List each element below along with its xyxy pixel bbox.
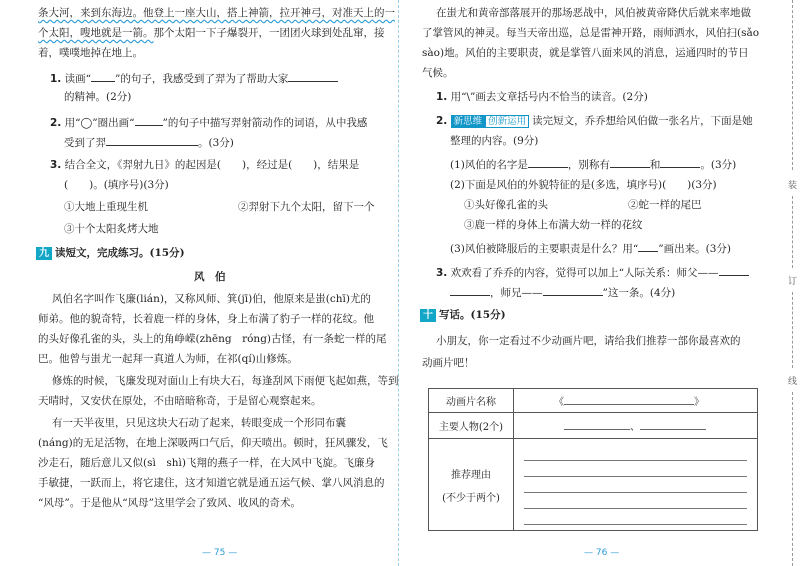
writing-line[interactable] — [524, 445, 747, 461]
subquestion-1: (1)风伯的名字是 ，别称有 和 。(3分) — [450, 156, 736, 172]
option: ①头好像孔雀的头 — [464, 199, 548, 211]
section-heading: 九 读短文，完成练习。(15分) — [36, 246, 185, 260]
story-line: 修炼的时候，飞廉发现对面山上有块大石，每逢刮风下雨便飞起如燕，等到 — [52, 375, 399, 387]
answer-blank[interactable] — [610, 156, 650, 168]
page-number: — 75 — — [202, 548, 238, 558]
answer-blank[interactable] — [91, 70, 115, 82]
answer-blank[interactable] — [106, 134, 198, 146]
binding-label: 订 — [788, 277, 798, 287]
story-line: 巴。他曾与蚩尤一起拜一真道人为师，在祁(qí)山修炼。 — [38, 353, 298, 365]
intro-line: sào)地。风伯的主要职责，就是掌管八面来风的消息，运通四时的节日 — [422, 47, 749, 59]
movie-name-cell[interactable]: 《 》 — [514, 389, 758, 413]
answer-blank[interactable] — [135, 114, 163, 126]
recommendation-table — [428, 388, 758, 531]
reason-cell[interactable] — [514, 439, 758, 531]
movie-name-input[interactable] — [564, 393, 694, 405]
story-title: 风 伯 — [194, 271, 226, 283]
writing-line[interactable] — [524, 509, 747, 525]
answer-blank[interactable] — [660, 156, 700, 168]
page-divider — [398, 0, 400, 566]
story-line: 沙走石，随后意儿又似(sì shì)飞翔的燕子一样，在大风中飞旋。飞廉身 — [38, 457, 375, 469]
answer-blank[interactable] — [543, 284, 603, 296]
story-line: 有一天半夜里，只见这块大石动了起来，转眼变成一个形同布囊 — [52, 417, 346, 429]
section-badge: 九 — [36, 247, 52, 260]
underlined-sentence: 条大河，来到东海边。他登上一座大山，搭上神箭，拉开神弓，对准天上的一 — [38, 7, 395, 19]
question-1: 1. 用“\”画去文章括号内不恰当的读音。(2分) — [436, 91, 648, 103]
binding-dash-line — [792, 292, 793, 368]
writing-line[interactable] — [524, 493, 747, 509]
story-line: 手敏捷，一跃而上，将它逮住，这才知道它就是通五运气候、掌八风消息的 — [38, 477, 385, 489]
answer-blank[interactable] — [528, 156, 568, 168]
question-1: 1. 读画“ ”的句子，我感受到了羿为了帮助大家 — [50, 70, 338, 86]
page-number: — 76 — — [584, 548, 620, 558]
story-line: (náng)的无足活物，在地上深吸两口气后，仰天喷出。顿时，狂风骤发，飞 — [38, 437, 388, 449]
binding-dash-line — [792, 392, 793, 566]
answer-blank[interactable] — [288, 70, 338, 82]
binding-label: 装 — [788, 181, 798, 191]
passage-line: 着，噗噗地掉在地上。 — [38, 47, 143, 59]
passage-line: 个太阳，嗖地就是一箭。那个太阳一下子爆裂开，一团团火球到处乱窜，接 — [38, 27, 385, 39]
creative-use-tag: 创新运用 — [485, 115, 529, 128]
option: ②羿射下九个太阳，留下一个 — [238, 201, 375, 213]
reason-sublabel: (不少于两个) — [442, 492, 500, 504]
movie-name-label: 动画片名称 — [429, 389, 514, 413]
story-line: “风母”。于是他从“风母”这里学会了致风、收风的奇术。 — [38, 497, 301, 509]
new-thinking-tag: 新思维 — [451, 115, 486, 128]
story-line: 风伯名字叫作飞廉(lián)，又称风师、箕(jī)伯，他原来是蚩(chī)尤的 — [52, 293, 371, 305]
option: ③十个太阳炙烤大地 — [64, 223, 159, 235]
writing-intro: 动画片吧！ — [422, 357, 475, 369]
character-input[interactable] — [564, 418, 630, 430]
story-line: 师弟。他的貌奇特，长着鹿一样的身体，身上布满了豹子一样的花纹。他 — [38, 313, 374, 325]
right-page: 在蚩尤和黄帝部落展开的那场恶战中，风伯被黄帝降伏后就来率地做 了掌管风的神灵。每当天帝出巡，总是雷神开路，雨师洒水，风伯扫(sǎo sào)地。风伯的主要职责，就是掌管八面来风的消息，运通四时的节日 气候。 1. 用“\”画去文章括号内不恰当的读音。(2分) 2. 新思维 创新运用 读完短文，乔乔想给风伯做一张名片，下面是她 整理的内容。(9分) (1)风伯的名字是 ，别称有 和 。(3分) (2)下面是风伯的外貌特征的是(多选，填序号)( )(3分) ①头好像孔雀的头 ②蛇一样的尾巴 ③鹿一样的身体上布满大幼一样的花纹 (3)风伯被降服后的主要职责是什么？用“ ”画出来。(3分) 3. 欢欢看了乔乔的内容，觉得可以加上“人际关系：师父—— ，师兄—— ”这一条。(4分) 十 写话。(15分) 小朋友，你一定看过不少动画片吧，请给我们推荐一部你最喜欢的 动画片吧！ — 76 — — [422, 7, 760, 558]
story-line: 天晴时，又安伏在原处，不由暗暗称奇，于是留心观察起来。 — [38, 395, 322, 407]
underlined-sentence: 个太阳，嗖地就是一箭。 — [38, 27, 154, 39]
answer-blank[interactable] — [450, 284, 490, 296]
question-3: 3. 结合全文，《羿射九日》的起因是( )，经过是( )，结果是 — [50, 159, 360, 171]
writing-line[interactable] — [524, 477, 747, 493]
writing-line[interactable] — [524, 461, 747, 477]
binding-dash-line — [792, 0, 793, 170]
intro-line: 在蚩尤和黄帝部落展开的那场恶战中，风伯被黄帝降伏后就来率地做 — [436, 7, 751, 19]
left-page: 条大河，来到东海边。他登上一座大山，搭上神箭，拉开神弓，对准天上的一 个太阳，嗖地就是一箭。那个太阳一下子爆裂开，一团团火球到处乱窜，接 着，噗噗地掉在地上。 1. 读画“ ”的句子，我感受到了羿为了帮助大家 的精神。(2分) 2. 用“◯”圈出画“ ”的句子中描写羿射箭动作的词语，从中我感 受到了羿 。(3分) 3. 结合全文，《羿射九日》的起因是( )，经过是( )，结果是 ( )。(填序号)(3分) ①大地上重现生机 ②羿射下九个太阳，留下一个 ③十个太阳炙烤大地 九 读短文，完成练习。(15分) 风 伯 风伯名字叫作飞廉(lián)，又称风师、箕(jī)伯，他原来是蚩(chī)尤的 师弟。他的貌奇特，长着鹿一样的身体，身上布满了豹子一样的花纹。他 的头好像孔雀的头，头上的角峥嵘(zhēng róng)古怪，有一条蛇一样的尾 巴。他曾与蚩尤一起拜一真道人为师，在祁(qí)山修炼。 修炼的时候，飞廉发现对面山上有块大石，每逢刮风下雨便飞起如燕，等到 天晴时，又安伏在原处，不由暗暗称奇，于是留心观察起来。 有一天半夜里，只见这块大石动了起来，转眼变成一个形同布囊 (náng)的无足活物，在地上深吸两口气后，仰天喷出。顿时，狂风骤发，飞 沙走石，随后意儿又似(sì shì)飞翔的燕子一样，在大风中飞旋。飞廉身 手敏捷，一跃而上，将它逮住，这才知道它就是通五运气候、掌八风消息的 “风母”。于是他从“风母”这里学会了致风、收风的奇术。 — 75 — — [38, 7, 399, 558]
section-heading: 十 写话。(15分) — [420, 308, 506, 322]
binding-label: 线 — [788, 377, 798, 387]
story-line: 的头好像孔雀的头，头上的角峥嵘(zhēng róng)古怪，有一条蛇一样的尾 — [38, 333, 387, 345]
question-2: 2. 新思维 创新运用 读完短文，乔乔想给风伯做一张名片，下面是她 — [436, 115, 753, 127]
option: ②蛇一样的尾巴 — [628, 199, 702, 211]
writing-intro: 小朋友，你一定看过不少动画片吧，请给我们推荐一部你最喜欢的 — [436, 335, 741, 347]
answer-blank[interactable] — [638, 240, 658, 252]
reason-label: 推荐理由 — [451, 469, 491, 481]
question-2: 2. 用“◯”圈出画“ ”的句子中描写羿射箭动作的词语，从中我感 — [50, 114, 367, 130]
reason-label-cell — [429, 439, 514, 531]
answer-blank[interactable] — [719, 264, 749, 276]
characters-label: 主要人物(2个) — [429, 413, 514, 439]
character-input[interactable] — [640, 418, 706, 430]
option: ③鹿一样的身体上布满大幼一样的花纹 — [464, 219, 643, 231]
passage-line — [38, 6, 395, 20]
question-3: 3. 欢欢看了乔乔的内容，觉得可以加上“人际关系：师父—— — [436, 264, 749, 280]
option: ①大地上重现生机 — [64, 201, 148, 213]
binding-dash-line — [792, 196, 793, 268]
intro-line: 了掌管风的神灵。每当天帝出巡，总是雷神开路，雨师洒水，风伯扫(sǎo — [422, 27, 760, 39]
characters-cell[interactable]: 、 — [514, 413, 758, 439]
subquestion-2: (2)下面是风伯的外貌特征的是(多选，填序号)( )(3分) — [450, 179, 717, 191]
subquestion-3: (3)风伯被降服后的主要职责是什么？用“ ”画出来。(3分) — [450, 240, 731, 256]
section-badge: 十 — [420, 309, 436, 322]
intro-line: 气候。 — [422, 67, 454, 79]
